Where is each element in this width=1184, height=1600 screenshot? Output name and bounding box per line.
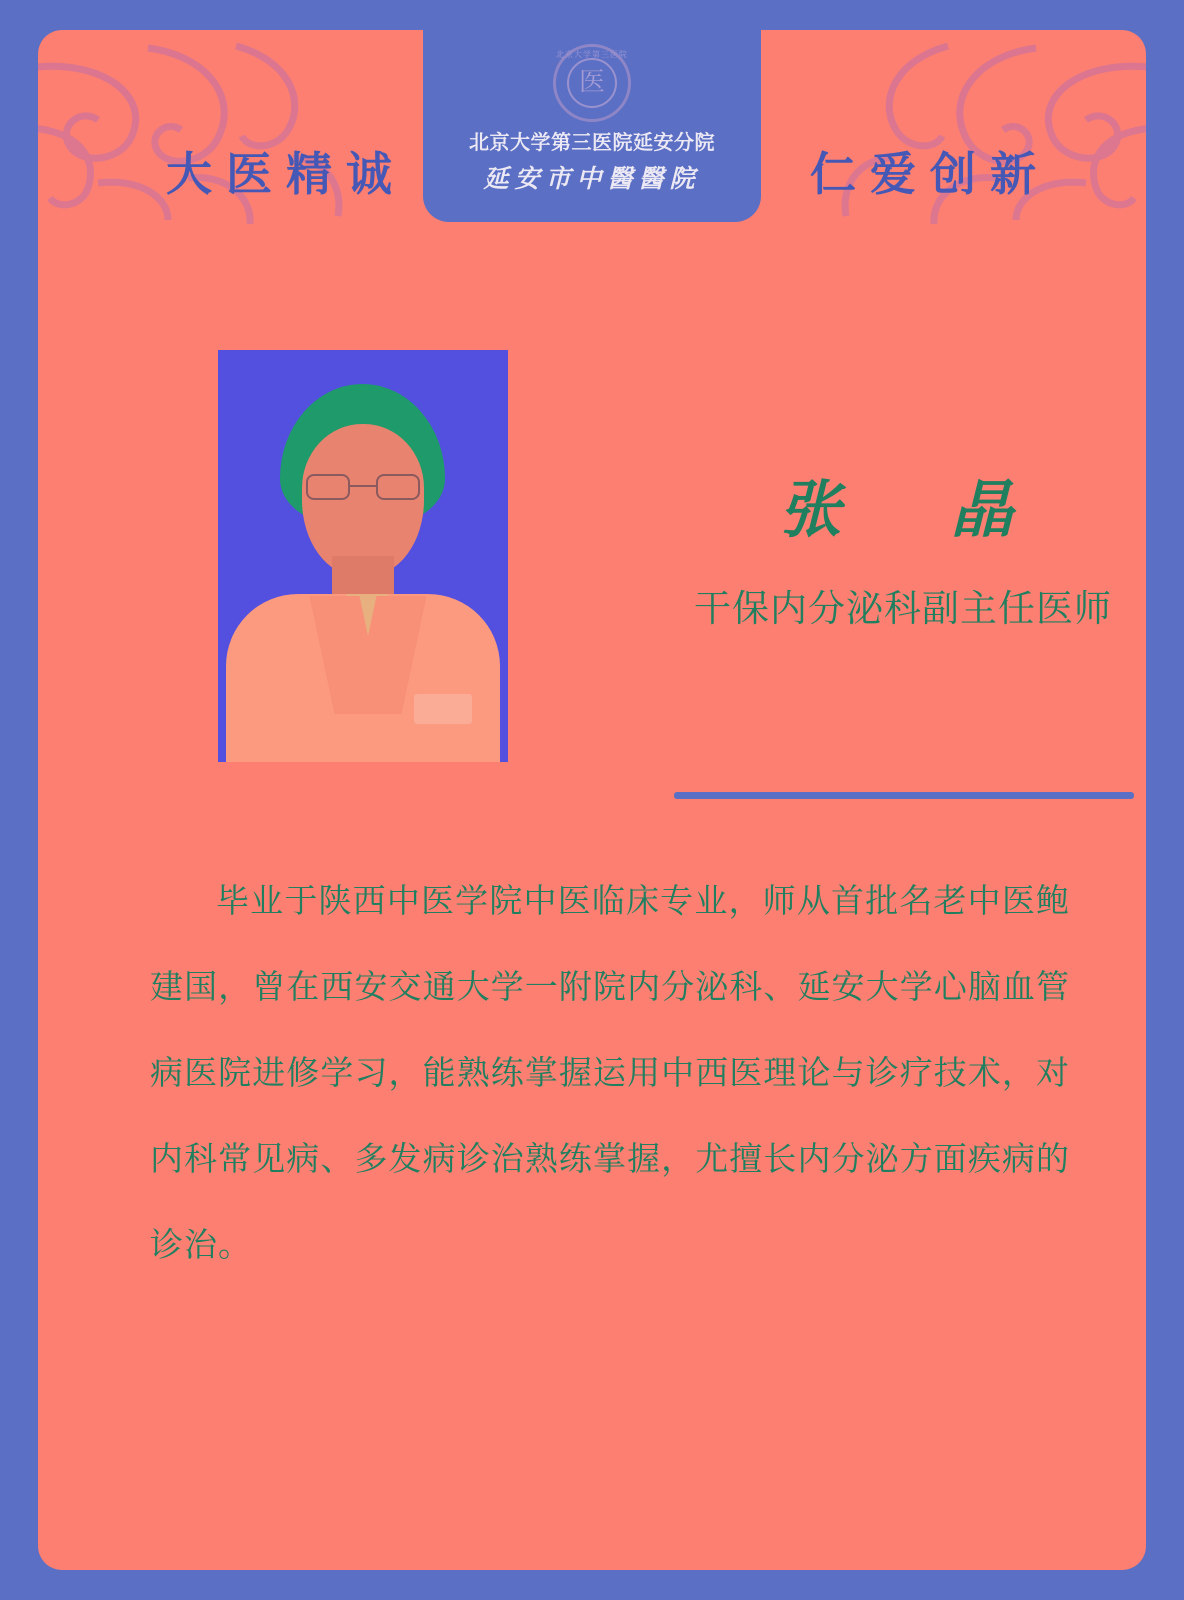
hospital-header-banner <box>423 30 761 222</box>
slogan-left: 大医精诚 <box>166 147 406 201</box>
portrait-name-badge <box>414 694 472 724</box>
portrait-glasses-icon <box>304 474 422 500</box>
hospital-logo-icon <box>553 44 631 122</box>
slogan-right: 仁爱创新 <box>810 147 1050 201</box>
hospital-name-secondary: 延安市中醫醫院 <box>483 164 701 193</box>
hospital-logo-arc-text: 北京大学第三医院 <box>556 50 628 59</box>
section-divider <box>674 792 1134 799</box>
hospital-name-primary: 北京大学第三医院延安分院 <box>469 132 715 154</box>
doctor-portrait-photo <box>218 350 508 762</box>
portrait-face <box>302 424 424 576</box>
hospital-logo-glyph: 医 <box>578 67 605 98</box>
doctor-job-title: 干保内分泌科副主任医师 <box>694 587 1112 630</box>
poster-card <box>38 30 1146 1570</box>
doctor-biography: 毕业于陕西中医学院中医临床专业，师从首批名老中医鲍建国，曾在西安交通大学一附院内分泌科、延安大学心脑血管病医院进修学习，能熟练掌握运用中西医理论与诊疗技术，对内科常见病、多发病诊治熟练掌握，尤擅长内分泌方面疾病的诊治。 <box>150 881 1070 1264</box>
doctor-name: 张 晶 <box>778 473 1037 546</box>
